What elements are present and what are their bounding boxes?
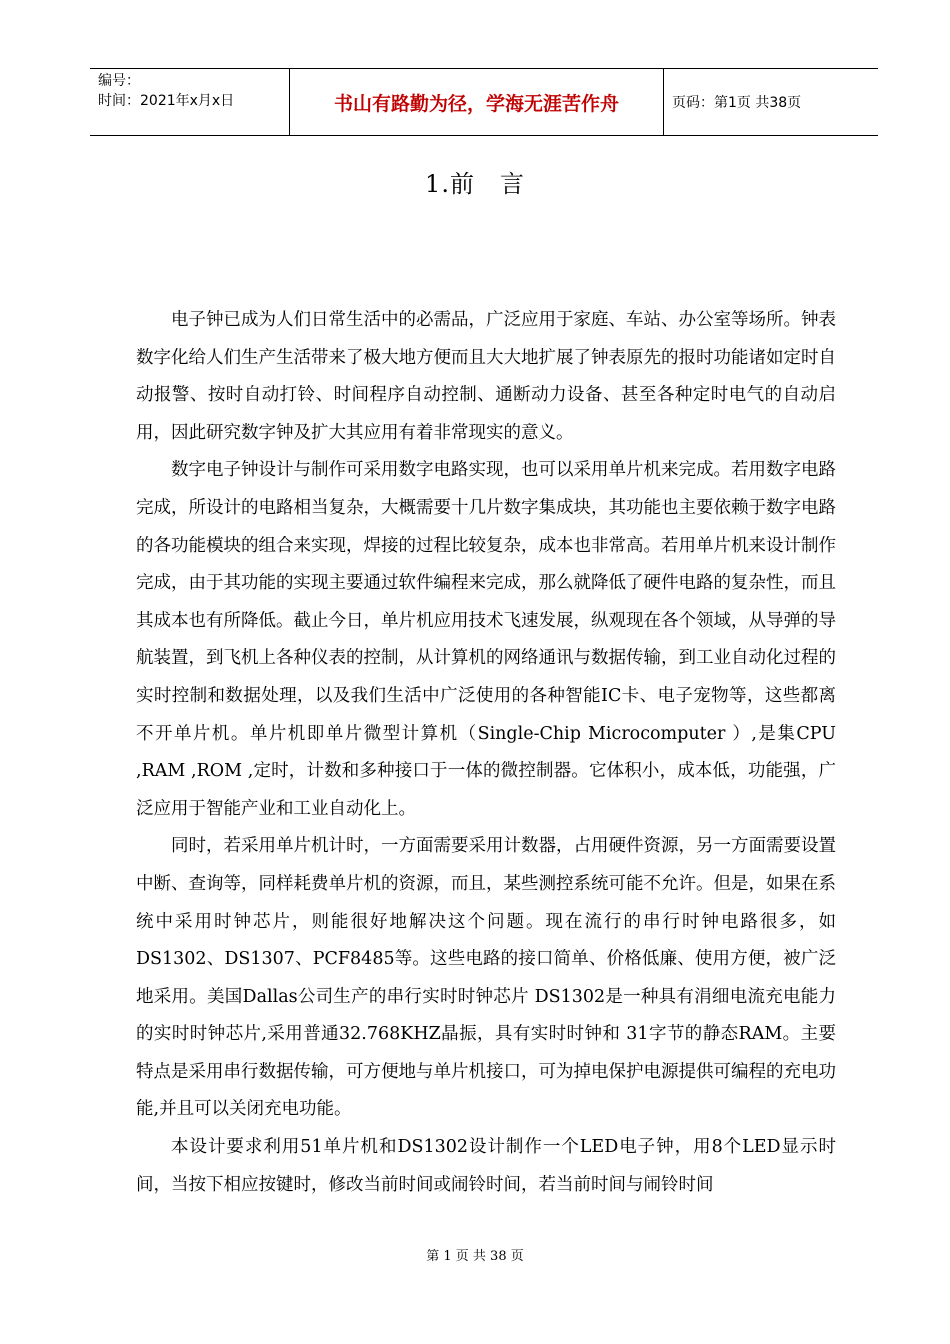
document-number-label: 编号：: [98, 73, 140, 89]
paragraph-1: 电子钟已成为人们日常生活中的必需品，广泛应用于家庭、车站、办公室等场所。钟表数字化给人们生产生活带来了极大地方便而且大大地扩展了钟表原先的报时功能诸如定时自动报警、按时自动打铃、时间程序自动控制、通断动力设备、甚至各种定时电气的自动启用，因此研究数字钟及扩大其应用有着非常现实的意义。: [136, 310, 836, 443]
header-page-info: 页码：第1页 共38页: [672, 95, 802, 111]
body-text: [136, 302, 836, 1204]
header-motto: 书山有路勤为径，学海无涯苦作舟: [290, 69, 664, 135]
document-time-label: 时间：2021年x月x日: [98, 93, 235, 109]
paragraph-3: 同时，若采用单片机计时，一方面需要采用计数器，占用硬件资源，另一方面需要设置中断、查询等，同样耗费单片机的资源，而且，某些测控系统可能不允许。但是，如果在系统中采用时钟芯片，则能很好地解决这个问题。现在流行的串行时钟电路很多，如DS1302、DS1307、PCF8485等。这些电路的接口简单、价格低廉、使用方便，被广泛地采用。美国Dallas公司生产的串行实时时钟芯片 DS1302是一种具有涓细电流充电能力的实时时钟芯片,采用普通32.768KHZ晶振，具有实时时钟和 31字节的静态RAM。主要特点是采用串行数据传输，可方便地与单片机接口，可为掉电保护电源提供可编程的充电功能,并且可以关闭充电功能。: [136, 836, 836, 1120]
paragraph-2: 数字电子钟设计与制作可采用数字电路实现，也可以采用单片机来完成。若用数字电路完成，所设计的电路相当复杂，大概需要十几片数字集成块，其功能也主要依赖于数字电路的各功能模块的组合来实现，焊接的过程比较复杂，成本也非常高。若用单片机来设计制作完成，由于其功能的实现主要通过软件编程来完成，那么就降低了硬件电路的复杂性，而且其成本也有所降低。截止今日，单片机应用技术飞速发展，纵观现在各个领域，从导弹的导航装置，到飞机上各种仪表的控制，从计算机的网络通讯与数据传输，到工业自动化过程的实时控制和数据处理，以及我们生活中广泛使用的各种智能IC卡、电子宠物等，这些都离不开单片机。单片机即单片微型计算机（Single-Chip Microcomputer ）,是集CPU ,RAM ,ROM ,定时，计数和多种接口于一体的微控制器。它体积小，成本低，功能强，广泛应用于智能产业和工业自动化上。: [136, 460, 836, 819]
page-header: [90, 68, 878, 136]
page-footer: 第 1 页 共 38 页: [426, 1249, 524, 1264]
header-meta: [90, 69, 290, 135]
section-title: 1.前 言: [425, 170, 525, 198]
paragraph-4: 本设计要求利用51单片机和DS1302设计制作一个LED电子钟，用8个LED显示时间，当按下相应按键时，修改当前时间或闹铃时间，若当前时间与闹铃时间: [136, 1137, 836, 1195]
